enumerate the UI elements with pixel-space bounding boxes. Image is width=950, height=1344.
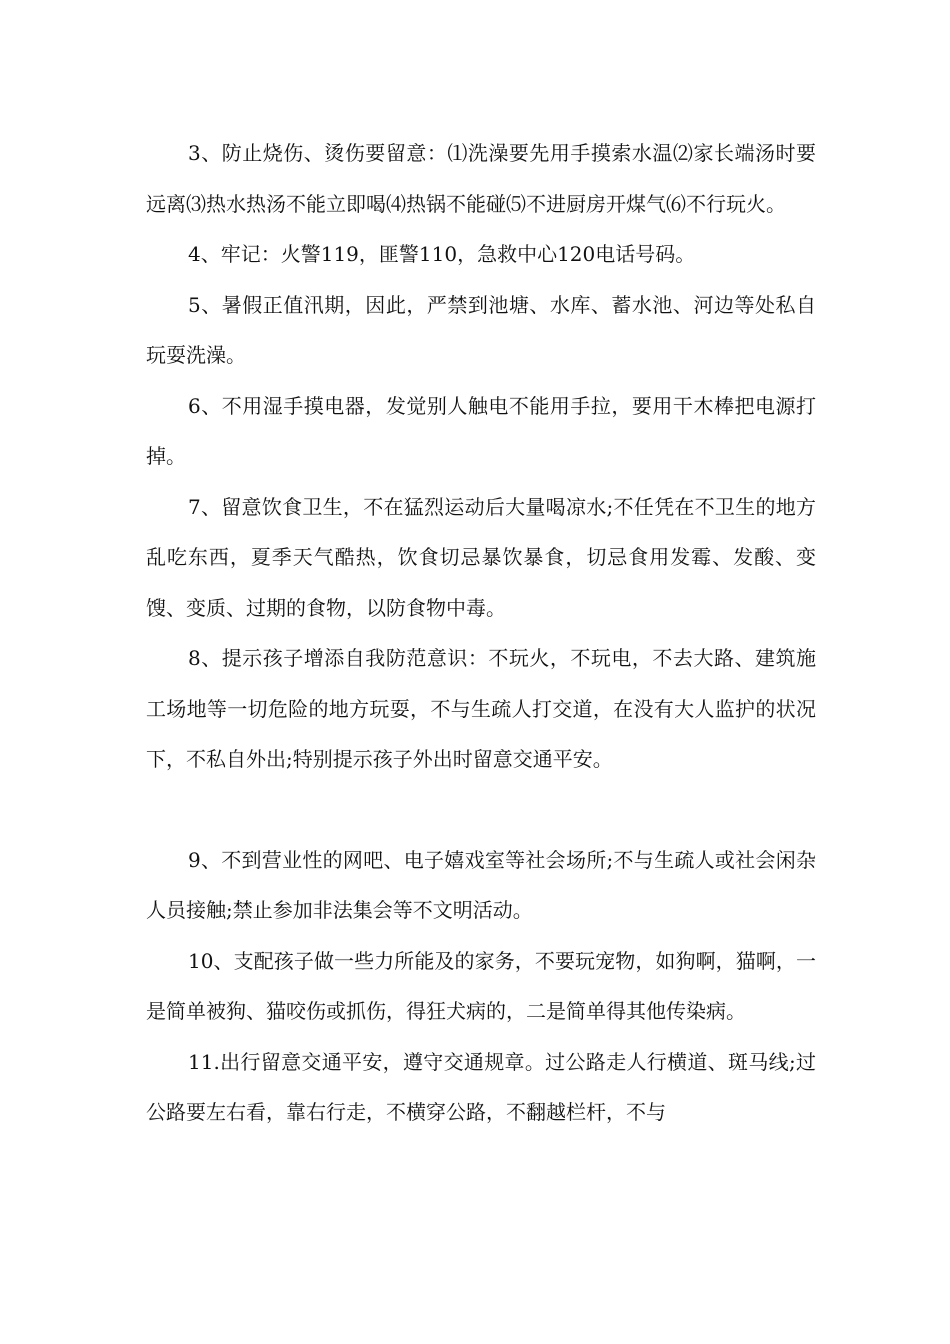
paragraph-flood-season-swimming: 5、暑假正值汛期，因此，严禁到池塘、水库、蓄水池、河边等处私自玩耍洗澡。 [146,292,816,367]
paragraph-burn-prevention: 3、防止烧伤、烫伤要留意：⑴洗澡要先用手摸索水温⑵家长端汤时要远离⑶热水热汤不能立即喝⑷热锅不能碰⑸不进厨房开煤气⑹不行玩火。 [146,141,816,216]
document-body [146,128,816,1138]
paragraph-electric-safety: 6、不用湿手摸电器，发觉别人触电不能用手拉，要用干木棒把电源打掉。 [146,393,816,468]
paragraph-emergency-numbers: 4、牢记：火警119，匪警110，急救中心120电话号码。 [188,242,696,266]
paragraph-public-places: 9、不到营业性的网吧、电子嬉戏室等社会场所;不与生疏人或社会闲杂人员接触;禁止参加非法集会等不文明活动。 [146,847,816,922]
paragraph-self-protection: 8、提示孩子增添自我防范意识：不玩火，不玩电，不去大路、建筑施工场地等一切危险的地方玩耍，不与生疏人打交道，在没有大人监护的状况下，不私自外出;特别提示孩子外出时留意交通平安。 [146,646,816,771]
paragraph-traffic-safety: 11.出行留意交通平安，遵守交通规章。过公路走人行横道、斑马线;过公路要左右看，靠右行走，不横穿公路，不翻越栏杆，不与 [146,1049,816,1124]
paragraph-food-hygiene: 7、留意饮食卫生，不在猛烈运动后大量喝凉水;不任凭在不卫生的地方乱吃东西，夏季天气酷热，饮食切忌暴饮暴食，切忌食用发霉、发酸、变馊、变质、过期的食物，以防食物中毒。 [146,494,816,620]
paragraph-chores-and-pets: 10、支配孩子做一些力所能及的家务，不要玩宠物，如狗啊，猫啊，一是简单被狗、猫咬伤或抓伤，得狂犬病的，二是简单得其他传染病。 [146,948,816,1023]
